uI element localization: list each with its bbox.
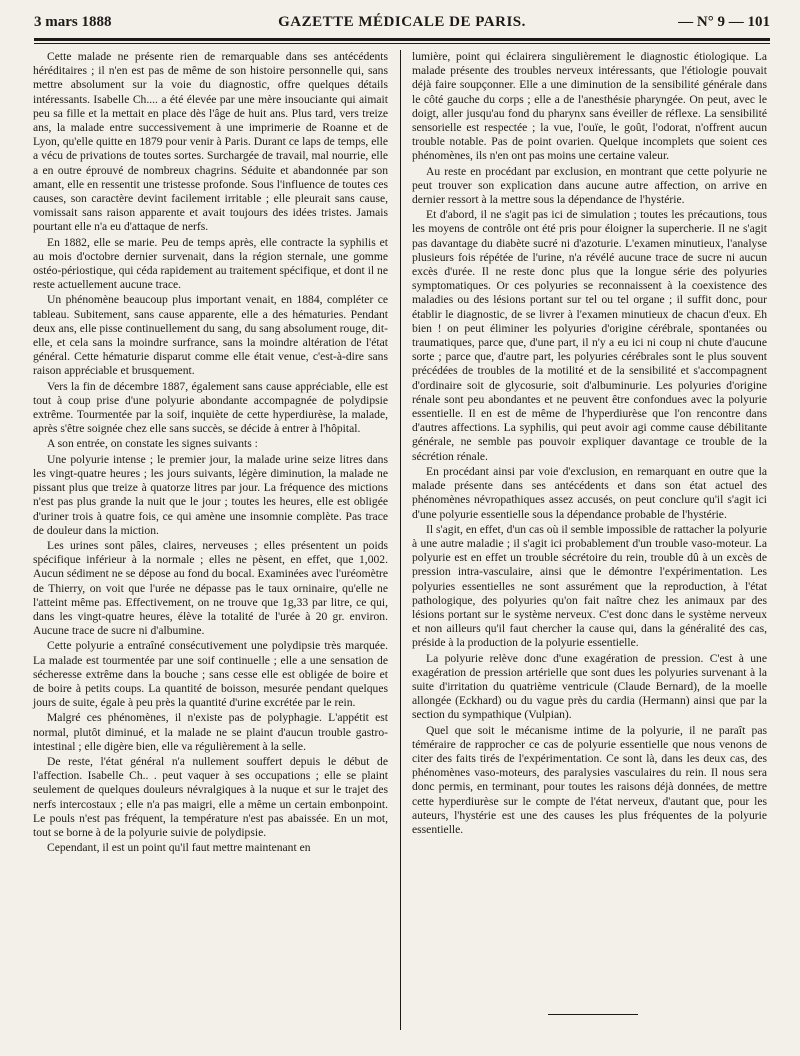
journal-title: GAZETTE MÉDICALE DE PARIS.: [278, 14, 526, 30]
paragraph: Malgré ces phénomènes, il n'existe pas de polyphagie. L'appétit est normal, plutôt diminué, et la malade ne se plaint d'aucun trouble gastro-intestinal ; elle digère bien, elle va régulièrement à la selle.: [33, 711, 388, 753]
paragraph: Cependant, il est un point qu'il faut mettre maintenant en: [47, 841, 311, 855]
paragraph: La polyurie relève donc d'une exagération de pression. C'est à une exagération de pression artérielle que sont dues les polyuries survenant à la suite d'irritation du quatrième ventricule (Claude Bernard), de la moelle allongée (Eckhard) ou du vague près du cardia (Hermann) ainsi que par la section du sympathique (Vulpian).: [412, 651, 767, 722]
header-rule: [34, 38, 770, 41]
paragraph: Une polyurie intense ; le premier jour, la malade urine seize litres dans les vingt-quatre heures ; les jours suivants, légère diminution, la malade ne pissant plus que treize à quatorze litres par jour. La fréquence des mictions n'est pas plus grande la nuit que le jour ; toutes les heures, elle est obligée d'uriner trois à quatre fois, ce qui amène une insomnie complète. Pas trace de douleur dans la miction.: [33, 452, 388, 537]
page-number: — N° 9 — 101: [678, 14, 770, 30]
paragraph: lumière, point qui éclairera singulièrement le diagnostic étiologique. La malade présente des troubles nerveux intéressants, que l'étiologie pouvait déjà faire soupçonner. Elle a une diminution de la sensibilité générale dans le côté gauche du corps ; elle a de l'anesthésie pharyngée. On peut, avec le doigt, aller jusqu'au fond du pharynx sans éveiller de réflexe. La sensibilité sensorielle est respectée ; la vue, l'ouïe, le goût, l'odorat, n'offrent aucun trouble notable. Pas de point ovarien. Quelque incomplets que soient ces phénomènes, ils n'en ont pas moins une certaine valeur.: [412, 50, 767, 163]
issue-date: 3 mars 1888: [34, 14, 112, 30]
paragraph: De reste, l'état général n'a nullement souffert depuis le début de l'affection. Isabelle Ch.. . peut vaquer à ses occupations ; elle se plaint seulement de quelques douleurs névralgiques à la nuque et sur le trajet des nerfs intercostaux ; elle n'a pas maigri, elle a même un certain embonpoint. Le pouls n'est pas fréquent, la température n'est pas abaissée. En un mot, tout se borne à de la polyurie suivie de polydipsie.: [33, 754, 388, 839]
paragraph: Quel que soit le mécanisme intime de la polyurie, il ne paraît pas téméraire de rapprocher ce cas de polyurie essentielle que nous venons de citer des faits tirés de l'expérimentation. Ce sont là, dans les deux cas, des phénomènes vaso-moteurs, des paralysies vasculaires du rein. Il nous sera donc permis, en terminant, pour toutes les raisons déjà données, de mettre cette hyperdiurèse sur le compte de l'état nerveux, d'autant que, pour les auteurs, l'hystérie est une des causes les plus fréquentes de la polyurie essentielle.: [412, 723, 767, 836]
paragraph: Et d'abord, il ne s'agit pas ici de simulation ; toutes les précautions, tous les moyens de contrôle ont été pris pour éloigner la supercherie. Il ne s'agit pas davantage du diabète sucré ni d'azoturie. L'examen minutieux, l'analyse plusieurs fois répétée de l'urine, n'a révélé aucune trace de sucre ni aucun excès d'urée. Il ne reste donc plus que la longue série des polyuries symptomatiques. Or ces polyuries se reconnaissent à la coexistence des maladies ou des lésions portant sur tel ou tel organe ; il suffit donc, pour établir le diagnostic, de se livrer à l'examen minutieux de chacun d'eux. Eh bien ! on peut éliminer les polyuries d'origine cérébrale, spontanées ou traumatiques, parce que, d'une part, il n'y a eu ici ni coup ni chute d'aucune sorte ; parce que, d'autre part, les polyuries cérébrales sont le plus souvent précédées de troubles de la motilité et de la sensibilité et s'accompagnent d'ordinaire soit de glycosurie, soit d'albuminurie. Les polyuries d'origine rénale sont peu abondantes et ne peuvent être confondues avec la polyurie essentielle. Il en est de même de l'hyperdiurèse que l'on rencontre dans d'autres affections. La syphilis, qui peut avoir agi comme cause débilitante générale, ne semble pas pouvoir expliquer davantage ce trouble de la sécrétion rénale.: [412, 208, 767, 463]
paragraph: Les urines sont pâles, claires, nerveuses ; elles présentent un poids spécifique inférieur à la normale ; elles ne pèsent, en effet, que 1,002. Aucun sédiment ne se dépose au fond du bocal. Examinées avec l'uréomètre de Thierry, on voit que l'urée ne dépasse pas le taux orninaire, qu'elle ne l'atteint même pas. Effectivement, on ne trouve que 1g,33 par litre, ce qui, dans les vingt-quatre heures, élève la totalité de l'urée à 20 gr. environ. Aucune trace de sucre ni d'albumine.: [33, 538, 388, 638]
paragraph: Vers la fin de décembre 1887, également sans cause appréciable, elle est tout à coup prise d'une polyurie abondante accompagnée de polydipsie extrême. Tourmentée par la soif, inquiète de cette hyperdiurèse, la malade, après s'être soignée chez elle sans succès, se décide à entrer à l'hôpital.: [33, 379, 388, 436]
paragraph: En 1882, elle se marie. Peu de temps après, elle contracte la syphilis et au mois d'octobre dernier survenait, dans la région sternale, une gomme ostéo-périostique, qui céda rapidement au traitement spécifique, et dont il ne reste actuellement aucune trace.: [33, 235, 388, 292]
header-rule-thin: [34, 43, 770, 44]
paragraph: A son entrée, on constate les signes suivants :: [47, 437, 258, 451]
left-column: [33, 50, 388, 1035]
paragraph: Il s'agit, en effet, d'un cas où il semble impossible de rattacher la polyurie à une autre maladie ; il s'agit ici probablement d'un trouble vaso-moteur. La polyurie est en effet un trouble sécrétoire du rein, trouble dû à un excès de pression intra-vasculaire, ainsi que le démontre l'expérimentation. Les polyuries essentielles ne sont assurément que la reproduction, à l'état pathologique, des polyuries qu'on fait naître chez les animaux par des lésions portant sur le système nerveux. C'est donc dans le système nerveux et non ailleurs qu'il faut chercher la cause qui, dans la généralité des cas, préside à la production de la polyurie essentielle.: [412, 522, 767, 650]
end-rule: [548, 1014, 638, 1015]
right-column: [412, 50, 767, 1035]
page-header: [34, 12, 770, 36]
paragraph: Au reste en procédant par exclusion, en montrant que cette polyurie ne peut trouver son explication dans aucune autre affection, on arrive en dernier ressort à la mettre sous la dépendance de l'hystérie.: [412, 164, 767, 207]
paragraph: En procédant ainsi par voie d'exclusion, en remarquant en outre que la malade présente dans ses antécédents et dans son état actuel des phénomènes névropathiques assez accusés, on peut conclure qu'il s'agit ici d'une polyurie essentielle sous la dépendance probable de l'hystérie.: [412, 464, 767, 521]
paragraph: Cette malade ne présente rien de remarquable dans ses antécédents héréditaires ; il n'en est pas de même de son histoire personnelle qui, sans mettre absolument sur la voie du diagnostic, offre quelques détails intéressants. Isabelle Ch.... a été élevée par une mère insouciante qui aimait peu sa fille et la mettait en place dès l'âge de huit ans. Plus tard, vers treize ans, la malade entre successivement à une imprimerie de Roanne et de Lyon, qu'elle quitte en 1879 pour venir à Paris. Durant ce laps de temps, elle a vécu de privations de toutes sortes. Surchargée de travail, mal nourrie, elle a en outre éprouvé de nombreux chagrins. Séduite et abandonnée par son amant, elle en ressentit une tristesse profonde. Sous l'influence de toutes ces causes, son caractère devint facilement irritable ; elle pleurait sans cause, vomissait sans raison apparente et avait toujours des idées tristes. Jamais pourtant elle n'a eu d'attaque de nerfs.: [33, 50, 388, 234]
paragraph: Un phénomène beaucoup plus important venait, en 1884, compléter ce tableau. Subitement, sans cause apparente, elle a des hématuries. Pendant deux ans, elle pisse continuellement du sang, du sang absolument rouge, dit-elle, et cela sans la moindre surfrance, sans la moindre altération de l'état général. Cette hématurie disparut comme elle était venue, c'est-à-dire sans raison appréciable et brusquement.: [33, 293, 388, 378]
column-divider: [400, 50, 401, 1030]
paragraph: Cette polyurie a entraîné consécutivement une polydipsie très marquée. La malade est tourmentée par une soif continuelle ; elle a une sensation de sécheresse extrême dans la bouche ; sans cesse elle est obligée de boire et de boire à petits coups. La quantité de boisson, mesurée pendant quelques jours de suite, égale à peu près la quantité d'urine excrétée par le rein.: [33, 639, 388, 710]
